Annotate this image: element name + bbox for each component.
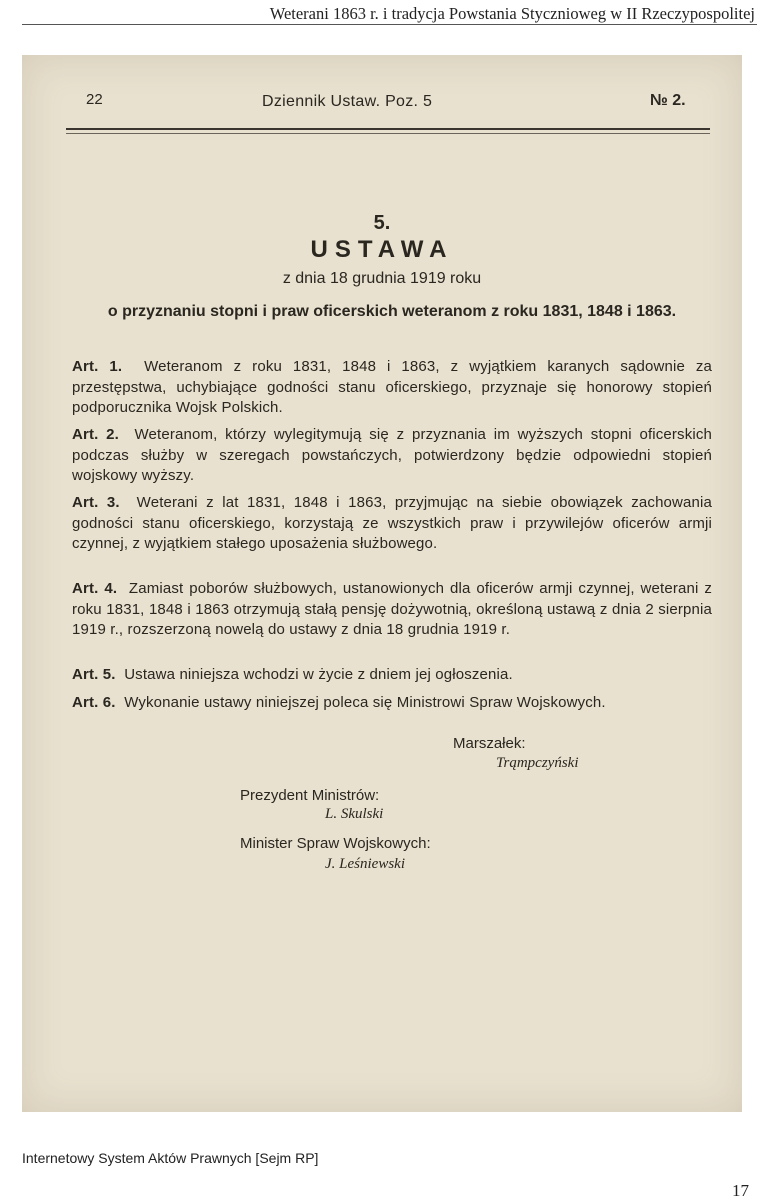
issue-number: № 2. <box>650 92 686 109</box>
running-header: Weterani 1863 r. i tradycja Powstania Stycznioweg w II Rzeczypospolitej <box>269 4 755 23</box>
article-1 <box>72 357 712 419</box>
act-date: z dnia 18 grudnia 1919 roku <box>282 270 482 287</box>
military-minister-label: Minister Spraw Wojskowych: <box>240 835 431 852</box>
article-label: Art. 4. <box>72 580 118 597</box>
journal-title: Dziennik Ustaw. Poz. 5 <box>262 93 433 110</box>
article-label: Art. 3. <box>72 494 120 511</box>
article-6 <box>72 693 712 714</box>
act-type-heading: USTAWA <box>310 236 454 263</box>
journal-page-number: 22 <box>86 91 103 108</box>
scanned-document <box>22 55 742 1112</box>
article-label: Art. 6. <box>72 694 116 711</box>
article-text: Wykonanie ustawy niniejszej poleca się Ministrowi Spraw Wojskowych. <box>124 694 606 711</box>
article-label: Art. 2. <box>72 426 119 443</box>
article-text: Zamiast poborów służbowych, ustanowionych dla oficerów armji czynnej, weterani z roku 1831, 1848 i 1863 otrzymują stałą pensję dożywotnią, określoną ustawą z dnia 2 sierpnia 1919 r., rozszerzoną nowelą do ustawy z dnia 18 grudnia 1919 r. <box>72 580 712 638</box>
page-folio: 17 <box>732 1181 749 1200</box>
article-text: Weteranom z roku 1831, 1848 i 1863, z wyjątkiem karanych sądownie za przestępstwa, uchybiające godności stanu oficerskiego, przyznaje się honorowy stopień podporucznika Wojsk Polskich. <box>72 358 713 416</box>
position-number: 5. <box>373 212 391 234</box>
article-label: Art. 5. <box>72 666 116 683</box>
header-rule <box>22 24 757 25</box>
header-double-rule <box>66 128 710 130</box>
footer-source: Internetowy System Aktów Prawnych [Sejm RP] <box>22 1150 319 1166</box>
article-text: Ustawa niniejsza wchodzi w życie z dniem jej ogłoszenia. <box>124 666 513 683</box>
article-3 <box>72 493 712 555</box>
header-double-rule-thin <box>66 133 710 134</box>
military-minister-signature: J. Leśniewski <box>325 856 405 872</box>
act-title: o przyznaniu stopni i praw oficerskich weteranom z roku 1831, 1848 i 1863. <box>107 303 677 320</box>
marshal-signature: Trąmpczyński <box>496 755 579 771</box>
article-text: Weterani z lat 1831, 1848 i 1863, przyjmując na siebie obowiązek zachowania godności stanu oficerskiego, korzystają ze wszystkich praw i przywilejów oficerów armji czynnej, z wyjątkiem stałego uposażenia służbowego. <box>72 494 712 552</box>
prime-minister-signature: L. Skulski <box>325 806 384 822</box>
article-label: Art. 1. <box>72 358 123 375</box>
article-text: Weteranom, którzy wylegitymują się z przyznania im wyższych stopni oficerskich podczas służby w szeregach powstańczych, potwierdzony będzie odpowiedni stopień wojskowy wyższy. <box>72 426 712 484</box>
article-4 <box>72 579 712 641</box>
prime-minister-label: Prezydent Ministrów: <box>240 787 380 804</box>
marshal-label: Marszałek: <box>453 735 526 752</box>
article-5 <box>72 665 712 686</box>
article-2 <box>72 425 712 487</box>
